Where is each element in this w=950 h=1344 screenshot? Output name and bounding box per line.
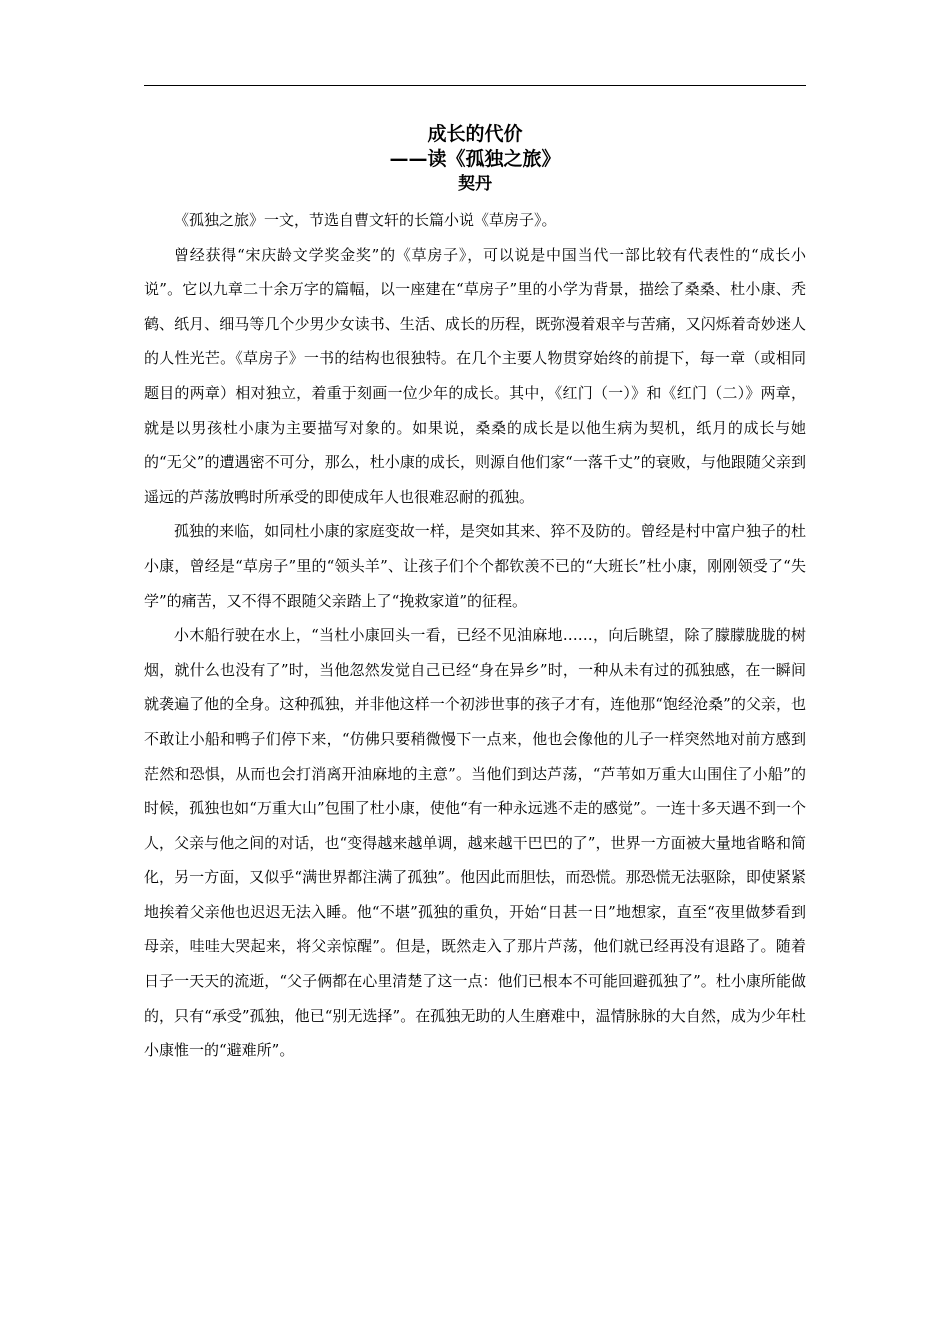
header-rule <box>144 85 806 86</box>
author-name: 契丹 <box>458 174 492 194</box>
page-title: 成长的代价 <box>427 123 523 145</box>
article-body <box>144 203 806 1068</box>
paragraph: 《孤独之旅》一文，节选自曹文轩的长篇小说《草房子》。 <box>174 211 557 229</box>
paragraph: 曾经获得“宋庆龄文学奖金奖”的《草房子》，可以说是中国当代一部比较有代表性的“成长小说”。它以九章二十余万字的篇幅，以一座建在“草房子”里的小学为背景，描绘了桑桑、杜小康、秃鹤、纸月、细马等几个少男少女读书、生活、成长的历程，既弥漫着艰辛与苦痛，又闪烁着奇妙迷人的人性光芒。《草房子》一书的结构也很独特。在几个主要人物贯穿始终的前提下，每一章（或相同题目的两章）相对独立，着重于刻画一位少年的成长。其中，《红门（一）》和《红门（二）》两章，就是以男孩杜小康为主要描写对象的。如果说，桑桑的成长是以他生病为契机，纸月的成长与她的“无父”的遭遇密不可分，那么，杜小康的成长，则源自他们家“一落千丈”的衰败，与他跟随父亲到遥远的芦荡放鸭时所承受的即使成年人也很难忍耐的孤独。 <box>144 245 806 506</box>
paragraph: 小木船行驶在水上，“当杜小康回头一看，已经不见油麻地……，向后眺望，除了朦朦胧胧的树烟，就什么也没有了”时，当他忽然发觉自己已经“身在异乡”时，一种从未有过的孤独感，在一瞬间就袭遍了他的全身。这种孤独，并非他这样一个初涉世事的孩子才有，连他那“饱经沧桑”的父亲，也不敢让小船和鸭子们停下来，“仿佛只要稍微慢下一点来，他也会像他的儿子一样突然地对前方感到茫然和恐惧，从而也会打消离开油麻地的主意”。当他们到达芦荡，“芦苇如万重大山围住了小船”的时候，孤独也如“万重大山”包围了杜小康，使他“有一种永远逃不走的感觉”。一连十多天遇不到一个人，父亲与他之间的对话，也“变得越来越单调，越来越干巴巴的了”，世界一方面被大量地省略和简化，另一方面，又似乎“满世界都注满了孤独”。他因此而胆怯，而恐慌。那恐慌无法驱除，即使紧紧地挨着父亲他也迟迟无法入睡。他“不堪”孤独的重负，开始“日甚一日”地想家，直至“夜里做梦看到母亲，哇哇大哭起来，将父亲惊醒”。但是，既然走入了那片芦荡，他们就已经再没有退路了。随着日子一天天的流逝，“父子俩都在心里清楚了这一点：他们已根本不可能回避孤独了”。杜小康所能做的，只有“承受”孤独，他已“别无选择”。在孤独无助的人生磨难中，温情脉脉的大自然，成为少年杜小康惟一的“避难所”。 <box>144 626 806 1060</box>
page-subtitle: ——读《孤独之旅》 <box>389 148 561 170</box>
title-block <box>144 122 806 196</box>
paragraph: 孤独的来临，如同杜小康的家庭变故一样，是突如其来、猝不及防的。曾经是村中富户独子的杜小康，曾经是“草房子”里的“领头羊”、让孩子们个个都钦羡不已的“大班长”杜小康，刚刚领受了“失学”的痛苦，又不得不跟随父亲踏上了“挽救家道”的征程。 <box>144 522 806 610</box>
